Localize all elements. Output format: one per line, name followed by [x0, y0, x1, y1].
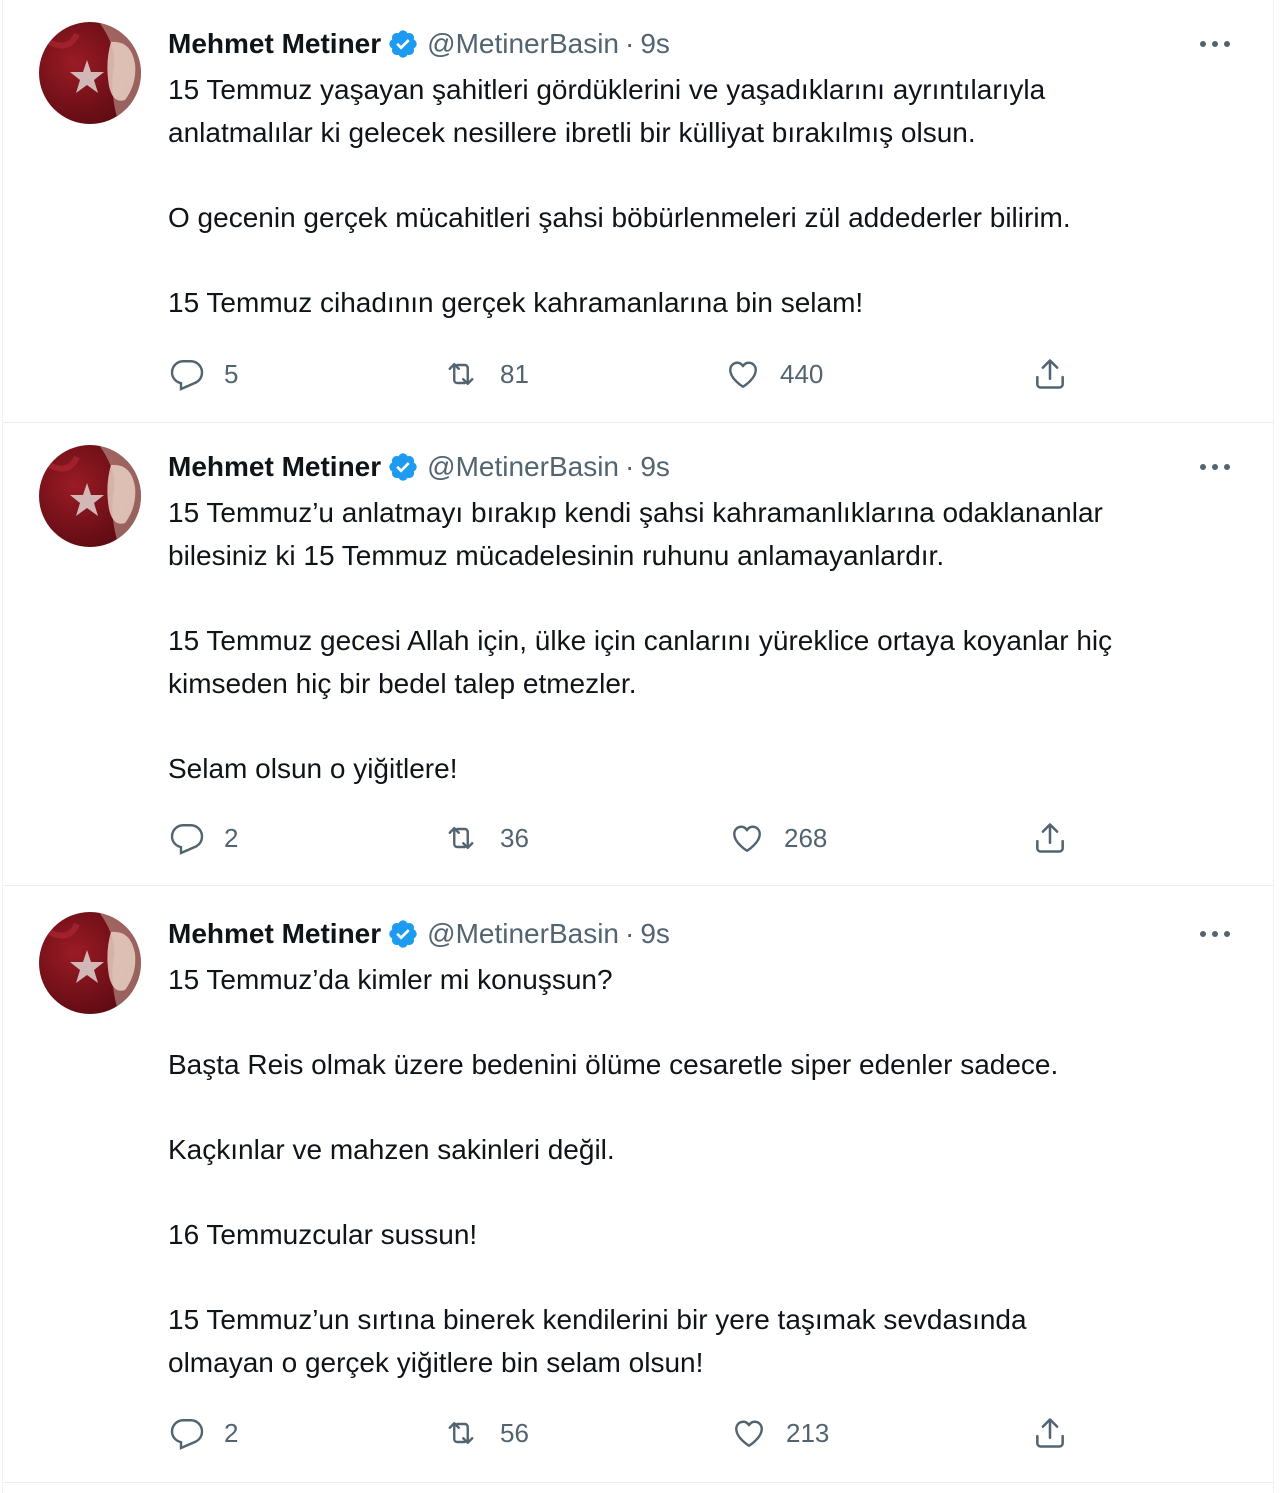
author-handle[interactable]: @MetinerBasin: [427, 451, 619, 482]
like-icon: [730, 1415, 768, 1451]
retweet-icon: [440, 1415, 482, 1451]
timestamp[interactable]: 9s: [640, 451, 670, 482]
like-button[interactable]: [724, 352, 823, 396]
tweet-paragraph: 15 Temmuz’un sırtına binerek kendilerini bir yere taşımak sevdasında olmayan o gerçek yiğitlere bin selam olsun!: [168, 1304, 1027, 1378]
share-icon: [1030, 819, 1070, 857]
reply-count: 2: [224, 822, 239, 853]
tweet-paragraph: Kaçkınlar ve mahzen sakinleri değil.: [168, 1134, 615, 1165]
tweet-paragraph: 15 Temmuz’u anlatmayı bırakıp kendi şahsi kahramanlıklarına odaklananlar bilesiniz ki 15 Temmuz mücadelesinin ruhunu anlamayanlardır.: [168, 497, 1103, 571]
like-button[interactable]: [730, 1411, 829, 1455]
avatar[interactable]: [39, 22, 141, 124]
tweet-paragraph: 16 Temmuzcular sussun!: [168, 1219, 478, 1250]
verified-badge-icon: [387, 918, 419, 950]
like-icon: [724, 356, 762, 392]
retweet-button[interactable]: [440, 352, 529, 396]
more-icon[interactable]: [1195, 449, 1235, 485]
tweet[interactable]: [3, 423, 1273, 886]
timestamp[interactable]: 9s: [640, 918, 670, 949]
avatar[interactable]: [39, 445, 141, 547]
tweet[interactable]: [3, 886, 1273, 1483]
tweet-actions: [168, 352, 1068, 396]
author-name[interactable]: Mehmet Metiner: [168, 28, 382, 59]
retweet-button[interactable]: [440, 1411, 529, 1455]
more-icon[interactable]: [1195, 26, 1235, 62]
like-button[interactable]: [728, 816, 827, 860]
tweet[interactable]: [3, 0, 1273, 423]
more-icon[interactable]: [1195, 916, 1235, 952]
author-handle[interactable]: @MetinerBasin: [427, 918, 619, 949]
like-count: 440: [780, 358, 824, 389]
tweet-feed: [2, 0, 1274, 1493]
separator: ·: [625, 28, 635, 59]
separator: ·: [625, 918, 635, 949]
reply-button[interactable]: [168, 816, 238, 860]
tweet-paragraph: Başta Reis olmak üzere bedenini ölüme cesaretle siper edenler sadece.: [168, 1049, 1059, 1080]
reply-icon: [168, 1415, 206, 1451]
like-icon: [728, 820, 766, 856]
share-icon: [1030, 1414, 1070, 1452]
avatar[interactable]: [39, 912, 141, 1014]
tweet-header: [168, 914, 1243, 954]
share-button[interactable]: [1030, 1411, 1070, 1455]
author-name[interactable]: Mehmet Metiner: [168, 451, 382, 482]
retweet-icon: [440, 820, 482, 856]
author-name[interactable]: Mehmet Metiner: [168, 918, 382, 949]
tweet-text: [168, 958, 1243, 1384]
like-count: 213: [786, 1417, 830, 1448]
reply-icon: [168, 820, 206, 856]
like-count: 268: [784, 822, 828, 853]
tweet-actions: [168, 816, 1068, 860]
retweet-count: 81: [500, 358, 529, 389]
share-icon: [1030, 355, 1070, 393]
tweet-text: [168, 68, 1243, 324]
tweet-header: [168, 447, 1243, 487]
verified-badge-icon: [387, 28, 419, 60]
retweet-count: 56: [500, 1417, 529, 1448]
author-handle[interactable]: @MetinerBasin: [427, 28, 619, 59]
reply-icon: [168, 356, 206, 392]
tweet-text: [168, 491, 1243, 790]
tweet-paragraph: Selam olsun o yiğitlere!: [168, 753, 458, 784]
retweet-count: 36: [500, 822, 529, 853]
retweet-button[interactable]: [440, 816, 529, 860]
reply-count: 5: [224, 358, 239, 389]
tweet-paragraph: 15 Temmuz cihadının gerçek kahramanlarına bin selam!: [168, 287, 864, 318]
retweet-icon: [440, 356, 482, 392]
reply-button[interactable]: [168, 1411, 238, 1455]
tweet-paragraph: O gecenin gerçek mücahitleri şahsi böbürlenmeleri zül addederler bilirim.: [168, 202, 1071, 233]
separator: ·: [625, 451, 635, 482]
share-button[interactable]: [1030, 352, 1070, 396]
tweet-actions: [168, 1411, 1068, 1455]
reply-count: 2: [224, 1417, 239, 1448]
tweet-paragraph: 15 Temmuz yaşayan şahitleri gördüklerini ve yaşadıklarını ayrıntılarıyla anlatmalılar ki gelecek nesillere ibretli bir külliyat bırakılmış olsun.: [168, 74, 1046, 148]
tweet-paragraph: 15 Temmuz gecesi Allah için, ülke için canlarını yüreklice ortaya koyanlar hiç kimseden hiç bir bedel talep etmezler.: [168, 625, 1113, 699]
timestamp[interactable]: 9s: [640, 28, 670, 59]
share-button[interactable]: [1030, 816, 1070, 860]
tweet-paragraph: 15 Temmuz’da kimler mi konuşsun?: [168, 964, 613, 995]
verified-badge-icon: [387, 451, 419, 483]
reply-button[interactable]: [168, 352, 238, 396]
tweet-header: [168, 24, 1243, 64]
